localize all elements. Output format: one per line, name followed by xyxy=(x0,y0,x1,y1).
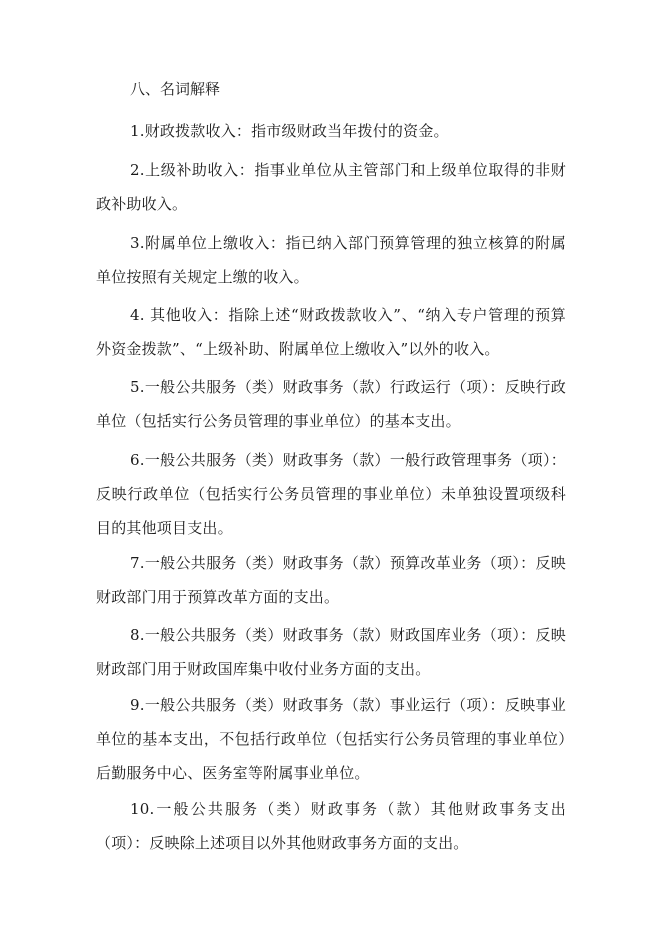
definition-paragraph-5: 5.一般公共服务（类）财政事务（款）行政运行（项）：反映行政单位（包括实行公务员管理的事业单位）的基本支出。 xyxy=(96,378,566,430)
definition-paragraph-3: 3.附属单位上缴收入：指已纳入部门预算管理的独立核算的附属单位按照有关规定上缴的收入。 xyxy=(96,234,566,286)
definition-paragraph-1: 1.财政拨款收入：指市级财政当年拨付的资金。 xyxy=(130,122,449,140)
definition-paragraph-9: 9.一般公共服务（类）财政事务（款）事业运行（项）：反映事业单位的基本支出，不包括行政单位（包括实行公务员管理的事业单位）后勤服务中心、医务室等附属事业单位。 xyxy=(96,696,566,782)
definition-paragraph-10: 10.一般公共服务（类）财政事务（款）其他财政事务支出（项）：反映除上述项目以外其他财政事务方面的支出。 xyxy=(96,800,566,852)
definition-paragraph-4: 4. 其他收入：指除上述“财政拨款收入”、“纳入专户管理的预算外资金拨款”、“上级补助、附属单位上缴收入”以外的收入。 xyxy=(96,306,566,358)
definition-paragraph-6: 6.一般公共服务（类）财政事务（款）一般行政管理事务（项）：反映行政单位（包括实行公务员管理的事业单位）未单独设置项级科目的其他项目支出。 xyxy=(96,451,566,537)
definition-paragraph-2: 2.上级补助收入：指事业单位从主管部门和上级单位取得的非财政补助收入。 xyxy=(96,161,566,213)
definition-paragraph-8: 8.一般公共服务（类）财政事务（款）财政国库业务（项）：反映财政部门用于财政国库集中收付业务方面的支出。 xyxy=(96,626,566,678)
section-heading: 八、名词解释 xyxy=(130,80,221,98)
definition-paragraph-7: 7.一般公共服务（类）财政事务（款）预算改革业务（项）：反映财政部门用于预算改革方面的支出。 xyxy=(96,554,566,606)
